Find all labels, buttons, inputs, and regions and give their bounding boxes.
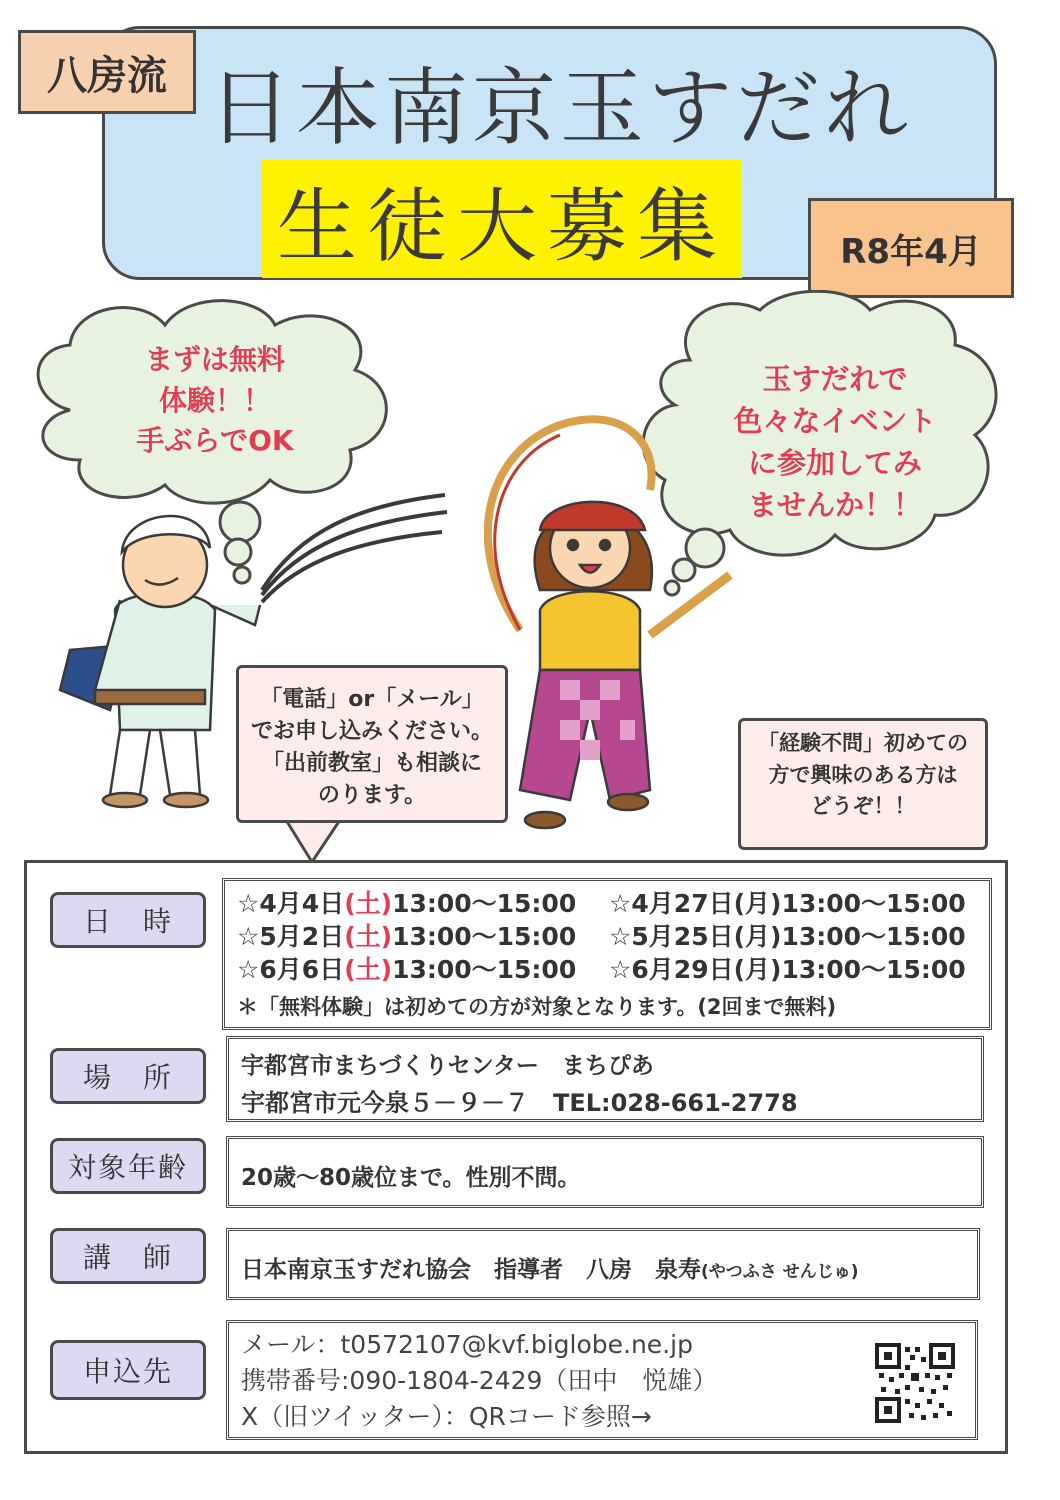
schedule-entry: ☆6月29日(月)13:00～15:00	[609, 955, 966, 984]
application-speech-text: 「電話」or「メール」 でお申し込みください。 「出前教室」も相談に のります。	[250, 687, 493, 809]
schedule-label: 日 時	[50, 892, 206, 948]
schedule-entry: ☆5月25日(月)13:00～15:00	[609, 922, 966, 951]
contact-box	[226, 1320, 978, 1440]
schedule-entry: ☆4月27日(月)13:00～15:00	[609, 889, 966, 918]
schedule-column-monday	[609, 887, 966, 986]
schedule-column-saturday	[237, 887, 576, 986]
instructor-box	[226, 1228, 980, 1300]
event-invite-text: 玉すだれで 色々なイベント に参加してみ ませんか！！	[733, 362, 937, 523]
school-tag: 八房流	[18, 30, 196, 114]
venue-name: 宇都宮市まちづくりセンター まちぴあ	[241, 1053, 654, 1079]
age-label: 対象年齢	[50, 1138, 206, 1194]
contact-email[interactable]: メール：t0572107@kvf.biglobe.ne.jp	[241, 1330, 693, 1359]
schedule-box	[222, 878, 992, 1030]
contact-x-account: X（旧ツイッター）：QRコード参照→	[241, 1402, 652, 1431]
date-tag: R8年4月	[808, 198, 1014, 298]
speech-pointer	[286, 820, 340, 862]
schedule-entry: ☆5月2日(土)13:00～15:00	[237, 922, 577, 951]
schedule-entry: ☆4月4日(土)13:00～15:00	[237, 889, 577, 918]
age-box	[226, 1136, 984, 1208]
place-box	[226, 1036, 984, 1122]
schedule-entry: ☆6月6日(土)13:00～15:00	[237, 955, 577, 984]
qr-code-icon[interactable]	[875, 1343, 955, 1423]
place-label: 場 所	[50, 1048, 206, 1104]
age-range-text: 20歳～80歳位まで。性別不問。	[241, 1165, 581, 1191]
recruitment-headline: 生徒大募集	[262, 160, 742, 278]
instructor-label: 講 師	[50, 1228, 206, 1284]
instructor-text: 日本南京玉すだれ協会 指導者 八房 泉寿(やつふさ せんじゅ)	[241, 1257, 859, 1283]
venue-address: 宇都宮市元今泉５－９－７ TEL:028-661-2778	[241, 1089, 798, 1117]
free-trial-text: まずは無料 体験！！ 手ぶらでOK	[136, 343, 294, 458]
contact-label: 申込先	[50, 1340, 206, 1400]
page-title: 日本南京玉すだれ	[207, 59, 912, 157]
contact-phone[interactable]: 携帯番号:090-1804-2429（田中 悦雄）	[241, 1366, 718, 1395]
free-trial-note: ＊「無料体験」は初めての方が対象となります。(2回まで無料)	[237, 995, 837, 1019]
experience-speech-text: 「経験不問」初めての 方で興味のある方は どうぞ！！	[758, 731, 968, 818]
